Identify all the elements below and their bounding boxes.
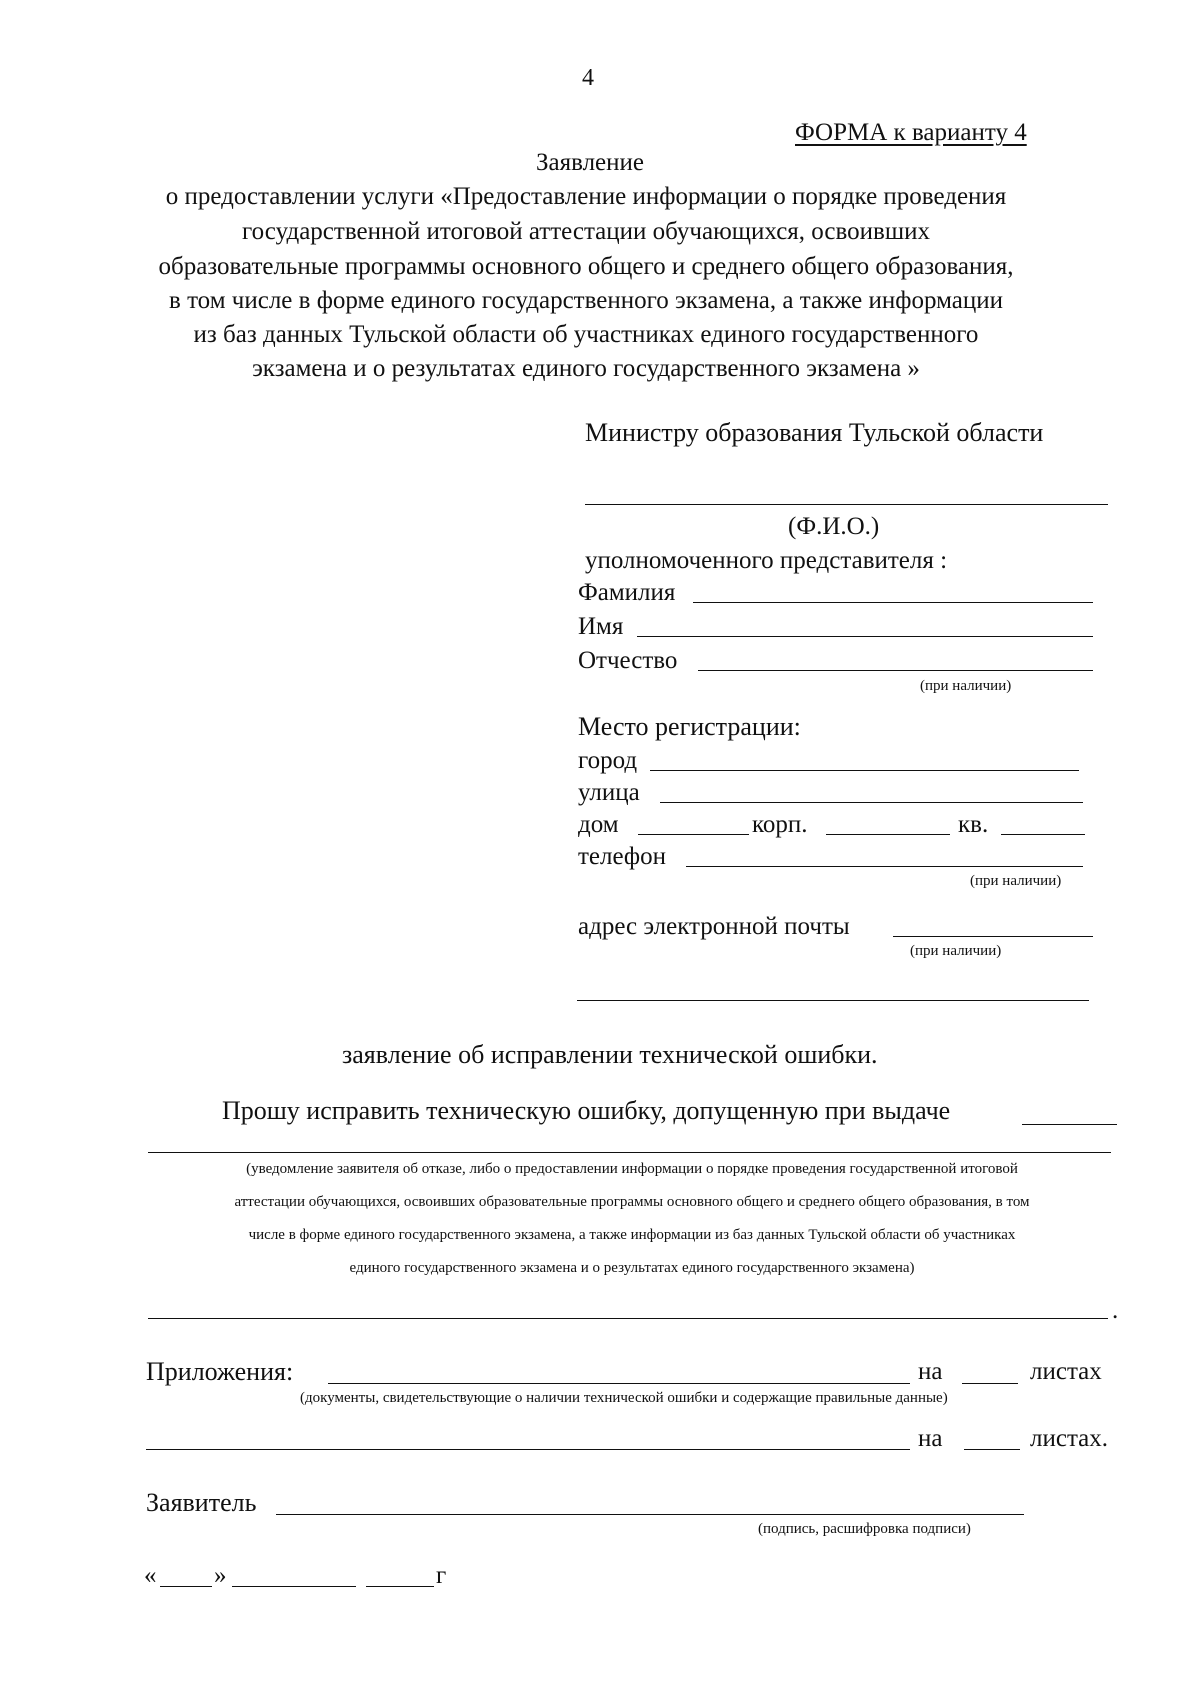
phone-field[interactable] [686, 866, 1083, 867]
issuance-extra-line[interactable] [148, 1318, 1108, 1319]
email-label: адрес электронной почты [578, 913, 850, 940]
title-line: образовательные программы основного общего и среднего общего образования, [158, 253, 1014, 280]
apartment-label: кв. [958, 811, 989, 838]
sheets-count-field-2[interactable] [964, 1449, 1020, 1450]
house-field[interactable] [638, 834, 749, 835]
title-line: из баз данных Тульской области об участниках единого государственного [193, 321, 979, 348]
title-line: экзамена и о результатах единого государственного экзамена » [252, 355, 920, 382]
issuance-note-line: единого государственного экзамена и о результатах единого государственного экзамена) [349, 1260, 915, 1276]
city-field[interactable] [650, 770, 1079, 771]
name-field[interactable] [637, 636, 1093, 637]
patronymic-field[interactable] [698, 670, 1093, 671]
attachments-label: Приложения: [146, 1357, 294, 1386]
title-line: в том числе в форме единого государственного экзамена, а также информации [169, 287, 1003, 314]
date-year-field[interactable] [366, 1586, 434, 1587]
issuance-note-line: аттестации обучающихся, освоивших образовательные программы основного общего и среднего общего образования, в том [234, 1194, 1030, 1210]
period-mark: . [1112, 1297, 1119, 1324]
patronymic-label: Отчество [578, 647, 678, 674]
signature-field[interactable] [276, 1514, 1024, 1515]
request-field[interactable] [1022, 1124, 1117, 1125]
page-number: 4 [582, 65, 594, 91]
request-field-continued[interactable] [148, 1152, 1111, 1153]
street-field[interactable] [660, 802, 1083, 803]
surname-field[interactable] [693, 602, 1093, 603]
name-label: Имя [578, 613, 624, 640]
extra-field-line[interactable] [577, 1000, 1089, 1001]
email-note: (при наличии) [910, 943, 1002, 959]
attachments-field[interactable] [328, 1383, 910, 1384]
phone-label: телефон [578, 843, 666, 870]
sheets-count-field[interactable] [962, 1383, 1018, 1384]
signature-note: (подпись, расшифровка подписи) [758, 1521, 971, 1537]
on-label: на [918, 1358, 943, 1385]
year-suffix: г [436, 1562, 447, 1589]
apartment-field[interactable] [1001, 834, 1085, 835]
on-label-2: на [918, 1425, 943, 1452]
title-line: о предоставлении услуги «Предоставление информации о порядке проведения [165, 183, 1007, 210]
subject-line: заявление об исправлении технической ошибки. [342, 1040, 878, 1069]
sheets-label: листах [1030, 1358, 1102, 1385]
date-day-field[interactable] [160, 1586, 212, 1587]
sheets-label-end: листах. [1030, 1425, 1109, 1452]
attachments-field-2[interactable] [146, 1449, 910, 1450]
surname-label: Фамилия [578, 579, 676, 606]
registration-label: Место регистрации: [578, 712, 801, 741]
issuance-note-line: (уведомление заявителя об отказе, либо о предоставлении информации о порядке проведения государственной итоговой [246, 1161, 1018, 1177]
date-open-quote: « [144, 1562, 157, 1589]
house-label: дом [578, 811, 619, 838]
phone-note: (при наличии) [970, 873, 1062, 889]
addressee-to: Министру образования Тульской области [585, 418, 1044, 447]
form-label: ФОРМА к варианту 4 [795, 119, 1027, 146]
building-field[interactable] [826, 834, 950, 835]
minister-name-line[interactable] [585, 504, 1108, 505]
date-month-field[interactable] [232, 1586, 356, 1587]
issuance-note-line: числе в форме единого государственного экзамена, а также информации из баз данных Тульской области об участниках [248, 1227, 1016, 1243]
request-text: Прошу исправить техническую ошибку, допущенную при выдаче [222, 1096, 951, 1125]
fio-caption: (Ф.И.О.) [788, 513, 880, 540]
email-field[interactable] [893, 936, 1093, 937]
building-label: корп. [752, 811, 808, 838]
date-close-quote: » [214, 1562, 227, 1589]
attachments-note: (документы, свидетельствующие о наличии технической ошибки и содержащие правильные данные) [300, 1390, 948, 1406]
city-label: город [578, 747, 638, 774]
street-label: улица [578, 779, 640, 806]
applicant-label: Заявитель [146, 1488, 257, 1517]
representative-label: уполномоченного представителя : [585, 547, 948, 574]
patronymic-note: (при наличии) [920, 678, 1012, 694]
document-heading: Заявление [535, 149, 645, 176]
title-line: государственной итоговой аттестации обучающихся, освоивших [242, 218, 930, 245]
